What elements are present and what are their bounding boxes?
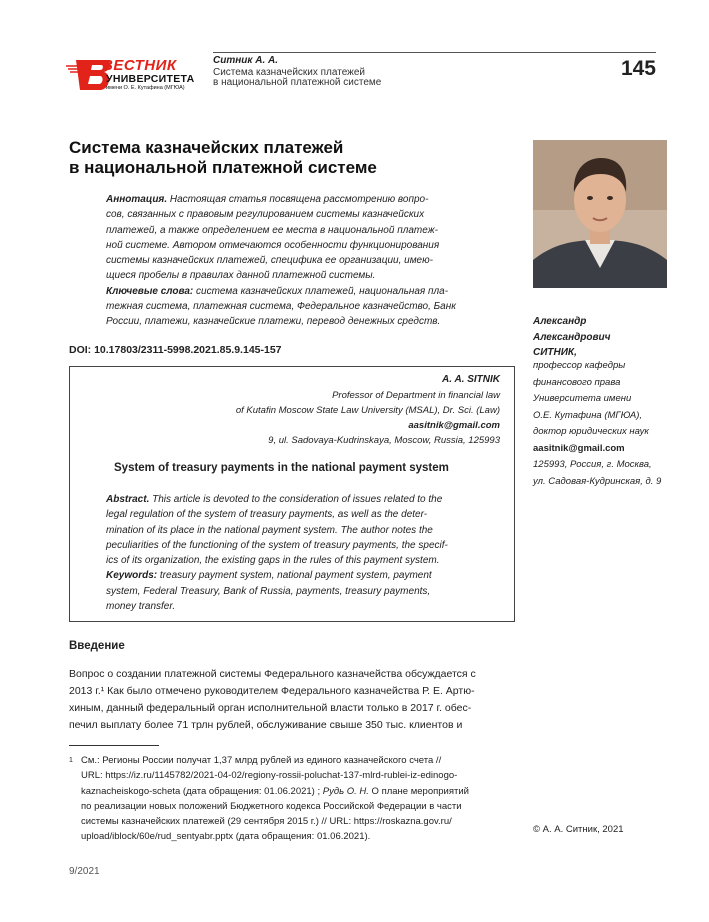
keywords-line: России, платежи, казначейские платежи, перевод денежных средств. (106, 316, 441, 328)
page-number: 145 (620, 57, 656, 80)
en-keywords-label: Keywords: (106, 570, 158, 582)
keywords-line: тежная система, платежная система, Федеральное казначейство, Банк (106, 301, 456, 313)
side-name-line: Александр (533, 316, 587, 327)
article-title (69, 138, 377, 178)
side-info-line: профессор кафедры (533, 360, 626, 371)
footnote-line: См.: Регионы России получат 1,37 млрд рублей из единого казначейского счета // (81, 755, 442, 766)
logo-speed-lines (66, 64, 96, 74)
body-text (69, 656, 513, 734)
side-author-name (533, 314, 610, 361)
logo-vestnik-text: ВЕСТНИК (102, 57, 177, 74)
en-abstract-line: legal regulation of the system of treasury payments, as well as the deter- (106, 509, 428, 521)
doi: DOI: 10.17803/2311-5998.2021.85.9.145-157 (69, 344, 282, 356)
abstract-line: системы казначейских платежей, специфика ее организации, имею- (106, 255, 433, 267)
side-address-line: ул. Садовая-Кудринская, д. 9 (533, 475, 662, 487)
body-line: хиным, данный федеральный орган исполнительной власти только в 2017 г. обес- (69, 702, 472, 714)
running-title-1: Система казначейских платежей (213, 67, 365, 78)
en-address: 9, ul. Sadovaya-Kudrinskaya, Moscow, Russia, 125993 (268, 435, 500, 446)
issue-number: 9/2021 (69, 866, 100, 877)
side-name-line: Александрович (533, 331, 611, 343)
side-email[interactable]: aasitnik@gmail.com (533, 442, 625, 454)
abstract-line: ной системе. Автором отмечаются особенности функционирования (106, 239, 440, 251)
section-heading: Введение (69, 640, 125, 652)
footnote-line: О плане мероприятий (368, 785, 469, 797)
footnote-line: системы казначейских платежей (29 сентября 2015 г.) // URL: https://roskazna.gov.ru/ (81, 816, 452, 828)
footnote-link[interactable]: URL: https://iz.ru/1145782/2021-04-02/regiony-rossii-poluchat-137-mlrd-rublei-iz-edinogo- (81, 770, 458, 782)
footnote-line: по реализации новых положений Бюджетного кодекса Российской Федерации в части (81, 800, 462, 812)
keywords-line: система казначейских платежей, национальная пла- (193, 285, 449, 297)
english-summary-box (69, 366, 515, 622)
en-keywords-line: money transfer. (106, 601, 176, 613)
body-line: печил выплату более 71 трлн рублей, обслуживание свыше 350 тыс. клиентов и (69, 719, 463, 731)
author-photo (533, 140, 667, 288)
footnote-mark: 1 (69, 757, 73, 764)
footnote-line: upload/iblock/60e/rud_sentyabr.pptx (дата обращения: 01.06.2021). (81, 831, 371, 843)
en-abstract-line: peculiarities of the functioning of the system of treasury payments, the specif- (106, 539, 448, 551)
en-keywords-line: system, Federal Treasury, Bank of Russia, payments, treasury payments, (106, 585, 431, 597)
running-title-2: в национальной платежной системе (213, 77, 382, 88)
footnote-rule (69, 745, 159, 746)
author-portrait-image (533, 140, 667, 288)
logo-university-text: УНИВЕРСИТЕТА (106, 73, 195, 85)
running-author: Ситник А. А. (213, 55, 278, 66)
journal-logo (66, 56, 210, 92)
body-line: 2013 г.¹ Как было отмечено руководителем Федерального казначейства Р. Е. Артю- (69, 685, 475, 697)
keywords-label: Ключевые слова: (106, 285, 194, 297)
en-title: System of treasury payments in the national payment system (114, 462, 449, 474)
header-rule (213, 52, 656, 53)
en-affiliation: of Kutafin Moscow State Law University (MSAL), Dr. Sci. (Law) (235, 405, 500, 416)
side-info-line: О.Е. Кутафина (МГЮА), (533, 409, 643, 421)
en-abstract-line: ics of its organization, the existing gaps in the rules of this payment system. (106, 555, 440, 567)
abstract-line: платежей, а также определением ее места в национальной платеж- (106, 224, 438, 236)
side-author-info (533, 358, 661, 490)
copyright: © А. А. Ситник, 2021 (533, 824, 624, 835)
en-position: Professor of Department in financial law (332, 390, 500, 401)
side-info-line: финансового права (533, 376, 621, 388)
side-address-line: 125993, Россия, г. Москва, (533, 459, 652, 470)
logo-subtitle: имени О. Е. Кутафина (МГЮА) (106, 85, 185, 91)
abstract-ru (106, 192, 478, 330)
abstract-label: Аннотация. (106, 194, 168, 205)
body-line: Вопрос о создании платежной системы Федерального казначейства обсуждается с (69, 668, 476, 680)
title-line-2: в национальной платежной системе (69, 158, 377, 177)
en-abstract (106, 492, 479, 614)
side-info-line: доктор юридических наук (533, 426, 649, 437)
en-author: A. A. SITNIK (442, 374, 500, 385)
side-name-line: СИТНИК, (533, 347, 577, 358)
side-info-line: Университета имени (533, 393, 632, 404)
en-keywords-line: treasury payment system, national payment system, payment (157, 570, 432, 582)
title-line-1: Система казначейских платежей (69, 138, 344, 157)
en-email[interactable]: aasitnik@gmail.com (408, 420, 500, 431)
en-abstract-label: Abstract. (106, 494, 150, 505)
abstract-line: щиеся пробелы в правилах данной платежной системы. (106, 270, 376, 282)
abstract-line: Настоящая статья посвящена рассмотрению вопро- (167, 194, 429, 205)
abstract-line: сов, связанных с правовым регулированием системы казначейских (106, 209, 425, 221)
en-abstract-line: mination of its place in the national payment system. The author notes the (106, 524, 433, 536)
footnote-line: kaznacheiskogo-scheta (дата обращения: 01.06.2021) ; (81, 785, 323, 797)
en-abstract-line: This article is devoted to the consideration of issues related to the (149, 494, 443, 505)
footnote (69, 753, 513, 845)
footnote-author: Рудь О. Н. (322, 785, 369, 797)
